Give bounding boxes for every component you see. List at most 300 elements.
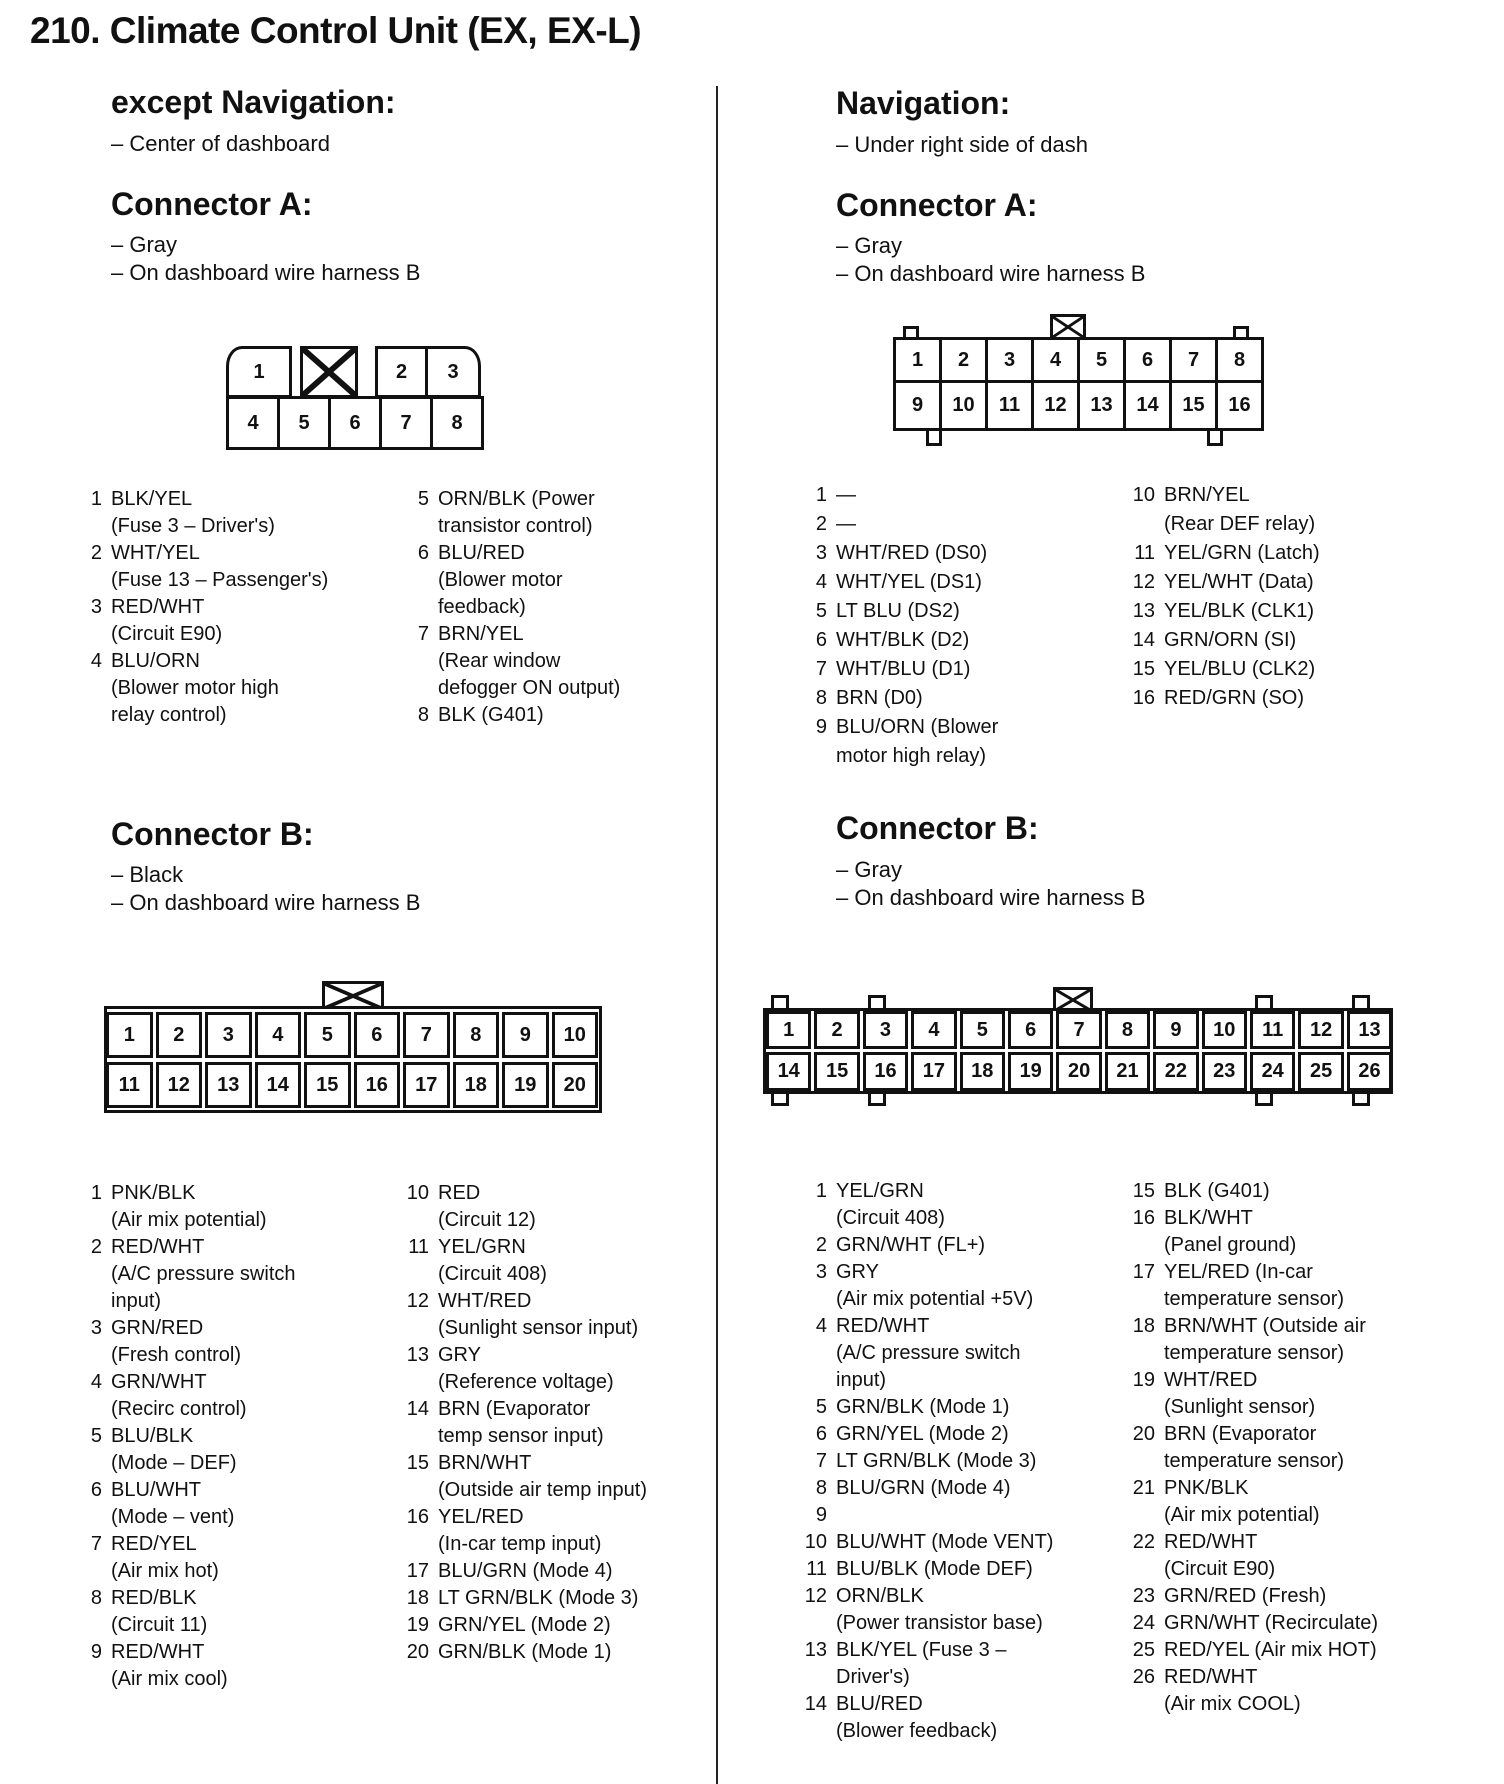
pin-description-line: BLU/RED: [438, 542, 525, 564]
pin-description: [111, 648, 279, 729]
pin-description: [438, 621, 620, 702]
pin-description: [836, 1502, 842, 1529]
pin-description-line: PNK/BLK: [111, 1182, 196, 1204]
pin-description-line: LT GRN/BLK (Mode 3): [438, 1587, 639, 1609]
connector-a-heading: Connector A:: [111, 186, 313, 222]
pin-number: 7: [90, 1533, 102, 1555]
pin-item: [80, 486, 328, 540]
pin-item: [800, 1691, 1053, 1745]
pin-description-line: temperature sensor): [1164, 1288, 1345, 1310]
pin-cell: 10: [1202, 1011, 1247, 1049]
connector-b-heading: Connector B:: [111, 816, 314, 852]
pin-item: [80, 648, 328, 729]
pin-number: 1: [815, 1180, 827, 1202]
pin-item: [80, 1423, 296, 1477]
connector-a-harness: – On dashboard wire harness B: [111, 260, 421, 285]
pin-cell: 8: [1215, 337, 1264, 383]
pin-cell: 16: [863, 1052, 908, 1091]
pin-item: [1122, 597, 1320, 626]
pin-description: [111, 1369, 247, 1423]
pin-item: [406, 540, 620, 621]
pin-description: [836, 1529, 1053, 1556]
pin-cell: 15: [1169, 380, 1218, 431]
pin-description: [1164, 1610, 1378, 1637]
pin-description-line: (Circuit E90): [1164, 1558, 1276, 1580]
pin-description: [438, 1612, 611, 1639]
pin-description-line: YEL/GRN (Latch): [1164, 542, 1320, 564]
pin-description-line: BRN (Evaporator: [1164, 1423, 1317, 1445]
pin-item: [800, 1178, 1053, 1232]
pin-description: [1164, 1178, 1270, 1205]
pin-description-line: temp sensor input): [438, 1425, 604, 1447]
pin-description: [836, 1448, 1036, 1475]
pin-item: [394, 1612, 647, 1639]
pin-cell: 7: [1056, 1011, 1101, 1049]
pin-description-line: GRN/YEL (Mode 2): [438, 1614, 611, 1636]
pin-cell: 5: [277, 396, 331, 450]
pin-description-line: BLU/RED: [836, 1693, 923, 1715]
pin-cell: 11: [1250, 1011, 1295, 1049]
pin-item: [1122, 1664, 1378, 1718]
pin-cell: 13: [1077, 380, 1126, 431]
pin-item: [394, 1558, 647, 1585]
pin-description-line: GRN/RED (Fresh): [1164, 1585, 1327, 1607]
section-heading-except-navigation: except Navigation:: [111, 84, 396, 120]
location-text: – Center of dashboard: [111, 131, 330, 156]
pin-description-line: RED/WHT: [836, 1315, 930, 1337]
pin-description-line: BRN/YEL: [438, 623, 524, 645]
pin-cell: 14: [766, 1052, 811, 1091]
pin-number: 19: [1132, 1369, 1155, 1391]
pin-description-line: RED/WHT: [1164, 1666, 1258, 1688]
pin-description: [1164, 626, 1296, 655]
pin-number: 3: [815, 542, 827, 564]
pin-cell: 9: [893, 380, 942, 431]
pin-cell: 5: [960, 1011, 1005, 1049]
pin-description-line: RED/WHT: [111, 1236, 205, 1258]
connector-b-color: – Black: [111, 862, 184, 887]
pin-cell: 8: [430, 396, 484, 450]
pin-cell: 17: [403, 1062, 450, 1108]
pin-description: [1164, 1259, 1344, 1313]
pin-description-line: GRY: [836, 1261, 879, 1283]
pin-cell: 1: [106, 1012, 153, 1058]
pin-number: 7: [815, 1450, 827, 1472]
pin-description: [836, 1637, 1006, 1691]
pin-number: 16: [1132, 1207, 1155, 1229]
pin-description-line: BLU/ORN: [111, 650, 200, 672]
pin-item: [1122, 684, 1320, 713]
pin-number: 6: [815, 629, 827, 651]
pin-number: 14: [1132, 629, 1155, 651]
pin-description: [1164, 1637, 1377, 1664]
pin-description-line: RED/WHT: [1164, 1531, 1258, 1553]
connector-a-harness: – On dashboard wire harness B: [836, 261, 1146, 286]
pin-description: [836, 539, 987, 568]
pin-description-line: Driver's): [836, 1666, 910, 1688]
pin-description: [1164, 539, 1320, 568]
pin-number: 8: [815, 1477, 827, 1499]
pin-description-line: BLU/WHT: [111, 1479, 201, 1501]
pin-cell: 8: [1105, 1011, 1150, 1049]
pin-description: [111, 1423, 237, 1477]
pin-number: 16: [1132, 687, 1155, 709]
pin-number: 12: [804, 1585, 827, 1607]
pin-description-line: WHT/RED: [1164, 1369, 1258, 1391]
pin-cell: 4: [255, 1012, 302, 1058]
pin-cell: 9: [502, 1012, 549, 1058]
pin-description-line: ORN/BLK: [836, 1585, 924, 1607]
pin-description: [111, 594, 222, 648]
pin-description-line: BLU/WHT (Mode VENT): [836, 1531, 1054, 1553]
pin-description-line: BRN (D0): [836, 687, 923, 709]
pin-description-line: RED: [438, 1182, 481, 1204]
pin-item: [1122, 1313, 1378, 1367]
pin-description: [438, 1504, 601, 1558]
pin-description: [111, 1639, 228, 1693]
pin-description-line: (Power transistor base): [836, 1612, 1043, 1634]
pin-item: [800, 1475, 1053, 1502]
pin-item: [1122, 1583, 1378, 1610]
pin-cell: 11: [985, 380, 1034, 431]
pin-description-line: YEL/RED: [438, 1506, 524, 1528]
pin-description: [836, 1475, 1011, 1502]
pin-description-line: GRN/RED: [111, 1317, 204, 1339]
pin-number: 16: [406, 1506, 429, 1528]
pin-description-line: BLU/GRN (Mode 4): [438, 1560, 613, 1582]
pin-description: [836, 1556, 1033, 1583]
pin-cell: 1: [893, 337, 942, 383]
pin-description: [836, 597, 960, 626]
pin-cell: 12: [1031, 380, 1080, 431]
pin-description-line: input): [111, 1290, 162, 1312]
pin-cell: 15: [304, 1062, 351, 1108]
pin-description-line: transistor control): [438, 515, 593, 537]
pin-number: 22: [1132, 1531, 1155, 1553]
pin-cell: 5: [1077, 337, 1126, 383]
pin-description-line: (Air mix COOL): [1164, 1693, 1301, 1715]
pin-cell: 11: [106, 1062, 153, 1108]
pin-number: 8: [90, 1587, 102, 1609]
pin-number: 3: [815, 1261, 827, 1283]
pin-item: [800, 1529, 1053, 1556]
pin-description-line: (Air mix potential): [111, 1209, 267, 1231]
pin-list: [800, 1178, 1053, 1745]
pin-description: [1164, 1313, 1366, 1367]
pin-description-line: (Circuit E90): [111, 623, 223, 645]
pin-description-line: (Circuit 11): [111, 1614, 208, 1636]
pin-description-line: (Air mix potential +5V): [836, 1288, 1034, 1310]
pin-cell: 16: [354, 1062, 401, 1108]
pin-description-line: (A/C pressure switch: [111, 1263, 296, 1285]
pin-description: [111, 1531, 219, 1585]
pin-item: [394, 1396, 647, 1450]
pin-list: [80, 486, 328, 729]
pin-item: [1122, 1475, 1378, 1529]
pin-description-line: RED/YEL: [111, 1533, 197, 1555]
pin-number: 5: [90, 1425, 102, 1447]
pin-number: 5: [815, 1396, 827, 1418]
pin-list: [394, 1180, 647, 1666]
pin-item: [1122, 1259, 1378, 1313]
pin-description-line: RED/YEL (Air mix HOT): [1164, 1639, 1377, 1661]
pin-number: 15: [1132, 658, 1155, 680]
pin-number: 2: [815, 513, 827, 535]
pin-number: 12: [406, 1290, 429, 1312]
pin-cell: 24: [1250, 1052, 1295, 1091]
pin-description: [836, 1178, 945, 1232]
pin-description-line: RED/GRN (SO): [1164, 687, 1304, 709]
pin-description-line: BRN (Evaporator: [438, 1398, 591, 1420]
pin-cell: 12: [1298, 1011, 1343, 1049]
pin-cell: 2: [939, 337, 988, 383]
pin-description: [1164, 597, 1314, 626]
pin-description: [836, 1691, 997, 1745]
pin-number: 17: [406, 1560, 429, 1582]
pin-description-line: WHT/RED (DS0): [836, 542, 988, 564]
pin-description: [836, 655, 970, 684]
pin-item: [1122, 1637, 1378, 1664]
pin-item: [800, 597, 998, 626]
pin-description-line: GRN/WHT: [111, 1371, 207, 1393]
pin-description-line: BLK/WHT: [1164, 1207, 1253, 1229]
pin-cell: 23: [1202, 1052, 1247, 1091]
pin-number: 24: [1132, 1612, 1155, 1634]
pin-cell: 6: [328, 396, 382, 450]
pin-item: [800, 1583, 1053, 1637]
connector-a-color: – Gray: [836, 233, 903, 258]
pin-description-line: YEL/GRN: [438, 1236, 526, 1258]
pin-description: [111, 486, 275, 540]
pin-description: [836, 626, 969, 655]
pin-description-line: (Fuse 3 – Driver's): [111, 515, 275, 537]
pin-description: [438, 1342, 614, 1396]
pin-description-line: GRY: [438, 1344, 481, 1366]
pin-description: [836, 1583, 1043, 1637]
pin-cell: 3: [205, 1012, 252, 1058]
pin-description-line: (A/C pressure switch: [836, 1342, 1021, 1364]
pin-number: 11: [806, 1558, 827, 1580]
pin-description-line: (Circuit 408): [836, 1207, 945, 1229]
pin-description: [836, 1313, 1021, 1394]
pin-description: [1164, 1583, 1326, 1610]
pin-cell: 2: [814, 1011, 859, 1049]
pin-number: 13: [1132, 600, 1155, 622]
pin-number: 2: [90, 1236, 102, 1258]
pin-item: [80, 1477, 296, 1531]
pin-number: 6: [417, 542, 429, 564]
pin-cell: 2: [375, 346, 428, 398]
pin-item: [800, 539, 998, 568]
pin-item: [1122, 568, 1320, 597]
pin-description-line: GRN/YEL (Mode 2): [836, 1423, 1009, 1445]
pin-description-line: YEL/BLU (CLK2): [1164, 658, 1316, 680]
pin-description: [1164, 568, 1314, 597]
pin-description-line: GRN/ORN (SI): [1164, 629, 1297, 651]
pin-number: 25: [1132, 1639, 1155, 1661]
pin-description-line: relay control): [111, 704, 227, 726]
pin-description-line: WHT/BLU (D1): [836, 658, 971, 680]
pin-item: [800, 713, 998, 771]
pin-list: [1122, 481, 1320, 713]
pin-cell: 10: [939, 380, 988, 431]
pin-number: 17: [1132, 1261, 1155, 1283]
pin-item: [800, 684, 998, 713]
pin-item: [394, 1504, 647, 1558]
pin-number: 10: [406, 1182, 429, 1204]
pin-item: [80, 1315, 296, 1369]
pin-cell: 7: [403, 1012, 450, 1058]
pin-description-line: (Recirc control): [111, 1398, 247, 1420]
pin-description-line: motor high relay): [836, 745, 987, 767]
pin-item: [1122, 1367, 1378, 1421]
pin-list: [1122, 1178, 1378, 1718]
pin-description-line: (Mode – vent): [111, 1506, 235, 1528]
pin-cell: 20: [552, 1062, 599, 1108]
pin-number: 15: [406, 1452, 429, 1474]
pin-cell: 3: [985, 337, 1034, 383]
pin-list: [406, 486, 620, 729]
pin-description-line: (Sunlight sensor): [1164, 1396, 1316, 1418]
pin-number: 6: [815, 1423, 827, 1445]
pin-item: [800, 1502, 1053, 1529]
pin-item: [1122, 481, 1320, 539]
pin-description-line: defogger ON output): [438, 677, 621, 699]
pin-description: [836, 1259, 1033, 1313]
pin-item: [394, 1342, 647, 1396]
pin-cell: 2: [156, 1012, 203, 1058]
pin-item: [800, 1421, 1053, 1448]
pin-description-line: LT BLU (DS2): [836, 600, 960, 622]
pin-description-line: —: [836, 513, 856, 535]
pin-item: [800, 1232, 1053, 1259]
pin-item: [394, 1450, 647, 1504]
pin-description: [438, 1180, 536, 1234]
locking-latch-icon: [300, 346, 358, 398]
pin-description-line: temperature sensor): [1164, 1450, 1345, 1472]
pin-number: 11: [1134, 542, 1155, 564]
pin-description-line: —: [836, 484, 856, 506]
pin-description-line: input): [836, 1369, 887, 1391]
pin-number: 10: [1132, 484, 1155, 506]
pin-description: [111, 540, 328, 594]
pin-cell: 19: [1008, 1052, 1053, 1091]
pin-item: [800, 568, 998, 597]
pin-description-line: GRN/BLK (Mode 1): [836, 1396, 1010, 1418]
pin-description: [438, 540, 562, 621]
pin-number: 18: [406, 1587, 429, 1609]
pin-cell: 14: [1123, 380, 1172, 431]
pin-number: 2: [90, 542, 102, 564]
pin-item: [394, 1180, 647, 1234]
pin-cell: 13: [205, 1062, 252, 1108]
pin-description-line: (Circuit 408): [438, 1263, 547, 1285]
pin-number: 8: [417, 704, 429, 726]
pin-number: 1: [90, 488, 102, 510]
pin-number: 9: [815, 1504, 827, 1526]
pin-item: [1122, 1178, 1378, 1205]
pin-description-line: (Rear window: [438, 650, 561, 672]
pin-description: [836, 1232, 985, 1259]
pin-number: 2: [815, 1234, 827, 1256]
pin-number: 13: [804, 1639, 827, 1661]
pin-description-line: YEL/WHT (Data): [1164, 571, 1314, 593]
pin-description-line: (Blower motor high: [111, 677, 279, 699]
pin-cell: 16: [1215, 380, 1264, 431]
connector-b-heading: Connector B:: [836, 810, 1039, 846]
pin-item: [1122, 626, 1320, 655]
pin-cell: 13: [1347, 1011, 1392, 1049]
column-divider: [716, 86, 718, 1784]
pin-cell: 4: [226, 396, 280, 450]
connector-a-color: – Gray: [111, 232, 178, 257]
connector-a-heading: Connector A:: [836, 187, 1038, 223]
pin-cell: 19: [502, 1062, 549, 1108]
pin-cell: 1: [226, 346, 292, 398]
pin-cell: 18: [960, 1052, 1005, 1091]
pin-description-line: RED/BLK: [111, 1587, 197, 1609]
pin-item: [394, 1288, 647, 1342]
pin-description-line: BLU/BLK: [111, 1425, 194, 1447]
pin-description: [836, 713, 998, 771]
pin-description: [438, 1639, 611, 1666]
pin-item: [1122, 1205, 1378, 1259]
pin-number: 20: [406, 1641, 429, 1663]
pin-item: [800, 1448, 1053, 1475]
section-heading-navigation: Navigation:: [836, 85, 1011, 121]
pin-description-line: (Blower feedback): [836, 1720, 998, 1742]
pin-description-line: (Blower motor: [438, 569, 563, 591]
pin-cell: 7: [379, 396, 433, 450]
pin-number: 1: [815, 484, 827, 506]
pin-description-line: (Rear DEF relay): [1164, 513, 1316, 535]
pin-item: [406, 621, 620, 702]
pin-number: 3: [90, 596, 102, 618]
pin-number: 26: [1132, 1666, 1155, 1688]
pin-item: [80, 1531, 296, 1585]
pin-description: [111, 1180, 267, 1234]
pin-description-line: ORN/BLK (Power: [438, 488, 595, 510]
pin-cell: 26: [1347, 1052, 1392, 1091]
pin-number: 13: [406, 1344, 429, 1366]
pin-description-line: (Mode – DEF): [111, 1452, 237, 1474]
pin-number: 1: [90, 1182, 102, 1204]
pin-item: [394, 1234, 647, 1288]
pin-description-line: (Circuit 12): [438, 1209, 536, 1231]
pin-description: [438, 1450, 647, 1504]
pin-description-line: BRN/YEL: [1164, 484, 1250, 506]
pin-cell: 6: [1123, 337, 1172, 383]
pin-description: [1164, 1205, 1296, 1259]
pin-cell: 3: [863, 1011, 908, 1049]
pin-description-line: BLK/YEL (Fuse 3 –: [836, 1639, 1007, 1661]
pin-description: [1164, 1664, 1301, 1718]
pin-cell: 10: [552, 1012, 599, 1058]
pin-cell: 8: [453, 1012, 500, 1058]
pin-number: 11: [408, 1236, 429, 1258]
pin-description-line: YEL/BLK (CLK1): [1164, 600, 1315, 622]
pin-number: 9: [815, 716, 827, 738]
pin-list: [800, 481, 998, 771]
pin-item: [394, 1585, 647, 1612]
pin-number: 4: [90, 1371, 102, 1393]
pin-number: 7: [815, 658, 827, 680]
pin-cell: 9: [1153, 1011, 1198, 1049]
pin-description-line: WHT/RED: [438, 1290, 532, 1312]
pin-description: [111, 1585, 207, 1639]
pin-number: 20: [1132, 1423, 1155, 1445]
pin-description-line: BLU/GRN (Mode 4): [836, 1477, 1011, 1499]
